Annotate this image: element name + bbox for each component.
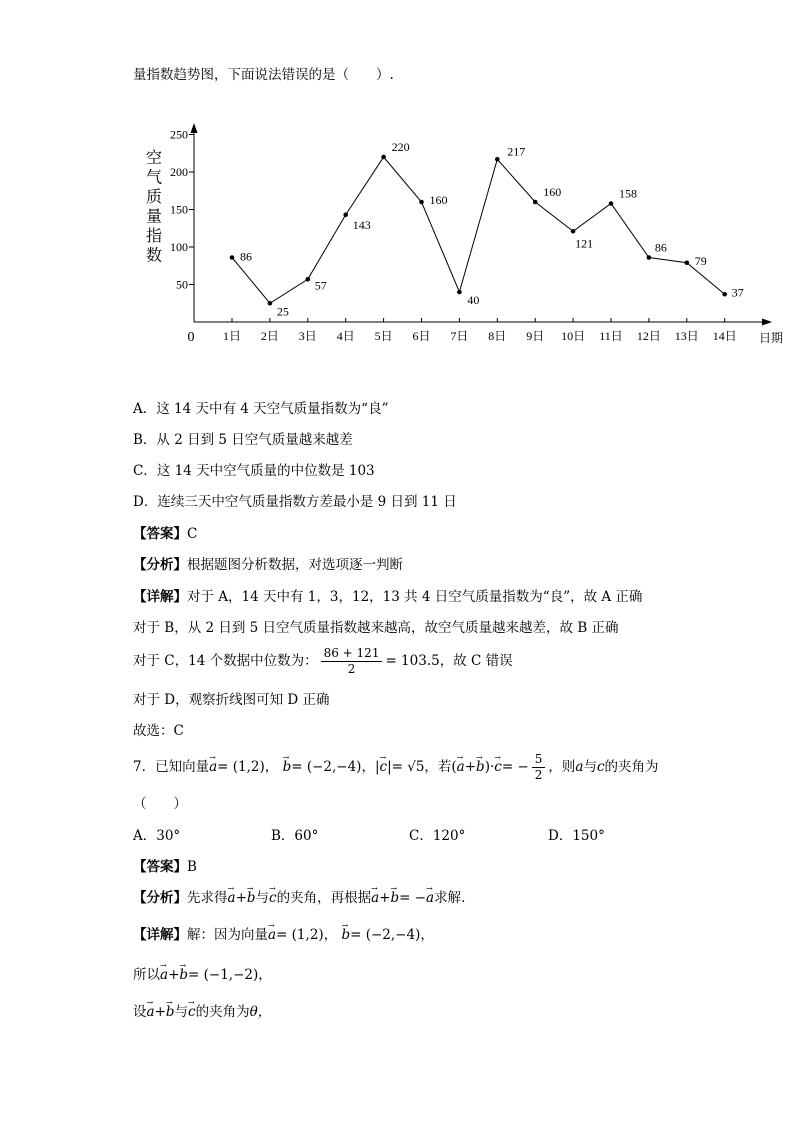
y-axis-title-char: 数 [145,247,163,265]
option-c: C．这 14 天中空气质量的中位数是 103 [133,463,375,479]
data-label: 160 [543,185,562,199]
data-point [457,290,462,295]
vector-b: → b [390,889,399,907]
q7-stem-a: 7．已知向量 [133,759,210,775]
data-label: 86 [654,240,667,255]
y-axis-title-char: 指 [145,228,163,245]
symbol-c: c [596,759,605,775]
detail-text-a: 解：因为向量 [187,927,268,943]
x-tick-label: 4日 [336,329,355,343]
data-label: 121 [575,236,594,251]
data-point [419,200,424,205]
fraction-denominator: 2 [347,662,356,676]
x-tick-label: 6日 [412,329,431,343]
x-tick-label: 5日 [374,329,393,343]
q7-detail-line-3 [133,1003,271,1021]
x-tick-label: 13日 [674,329,699,343]
y-axis-title-char: 量 [145,208,163,226]
fraction-numerator: 5 [532,752,546,768]
data-point [230,255,235,260]
data-point [609,201,614,206]
y-axis-title-char: 空 [145,150,163,167]
detail-line-3 [133,646,513,677]
vector-c: → c [380,758,388,776]
x-tick-label: 7日 [450,329,469,343]
q7-option-a: A．30° [133,828,181,844]
vector-b: → b [179,966,188,984]
vector-a: → a [268,926,276,944]
line3-text-b: 与 [174,1004,189,1020]
data-point [343,212,348,217]
vector-b: → b [247,889,256,907]
y-axis-title-char: 气 [145,169,163,187]
series-points [230,155,727,306]
data-point [685,260,690,265]
plus-sign: + [464,759,477,775]
plus-sign: + [154,1004,166,1020]
q7-answer-line [133,858,197,876]
x-tick-label: 3日 [298,329,317,343]
x-tick-label: 9日 [526,329,545,343]
data-label: 86 [240,249,252,264]
x-tick-label: 11日 [599,329,623,343]
answer-value: B [187,859,197,875]
vector-a: → a [426,889,434,907]
y-tick-label: 50 [176,277,188,292]
data-point [571,229,576,234]
line2-text-b: = (−1,−2)， [188,967,272,983]
analysis-text: 根据题图分析数据，对选项逐一判断 [187,557,403,573]
data-label: 220 [391,140,410,154]
option-d: D．连续三天中空气质量指数方差最小是 9 日到 11 日 [133,494,457,510]
data-point [533,200,538,205]
analysis-text-d: = − [399,890,427,906]
q7-detail-line-1 [133,926,434,944]
x-axis-title: 日期 [758,331,784,345]
q7-detail-line-2 [133,966,272,984]
vector-a: → a [371,889,379,907]
line3-text-c: 的夹角为 [195,1004,250,1020]
q7-option-c: C．120° [409,828,466,844]
q7-stem-g: ，则 [548,759,576,775]
vector-a: → a [209,758,217,776]
vector-a: → a [228,889,236,907]
x-tick-label: 14日 [712,329,737,343]
answer-value: C [187,526,198,542]
y-tick-label: 250 [170,127,188,142]
detail-text-1: 对于 A，14 天中有 1，3，12，13 共 4 日空气质量指数为“良”，故 A 正确 [187,589,643,605]
q7-stem-b: = (1,2)， [217,759,279,775]
vector-b: → b [476,758,485,776]
x-tick-label: 8日 [488,329,507,343]
answer-tag: 【答案】 [133,859,187,875]
y-tick-label: 200 [170,165,188,179]
data-point [647,255,652,260]
answer-tag: 【答案】 [133,526,187,542]
detail-text-b: = (1,2)， [276,927,338,943]
data-label: 160 [429,193,448,207]
median-fraction [321,646,383,677]
data-label: 40 [467,293,480,307]
y-axis-arrow [191,123,198,133]
x-tick-label: 10日 [561,329,586,343]
x-tick-label: 2日 [260,329,279,343]
q7-analysis-line [133,889,465,907]
detail-text-c: = (−2,−4)， [350,927,434,943]
vector-b: → b [283,758,292,776]
data-point [306,277,311,282]
y-axis-label [146,149,162,265]
vector-c: → c [188,1003,196,1021]
y-ticks [170,128,194,292]
plus-sign: + [235,890,247,906]
q7-fraction [532,752,546,783]
data-label: 25 [276,304,289,319]
vector-b: → b [341,926,350,944]
data-point [268,301,273,306]
fraction-denominator: 2 [534,768,543,782]
data-point [495,157,500,162]
plus-sign: + [168,967,180,983]
vector-a: → a [147,1003,155,1021]
option-a: A．这 14 天中有 4 天空气质量指数为“良” [133,401,389,417]
q7-option-d: D．150° [548,828,605,844]
detail-tag: 【详解】 [133,589,187,605]
line3-text-a: 设 [133,1004,147,1020]
theta-symbol: θ， [249,1004,272,1020]
line2-text-a: 所以 [133,967,160,983]
vector-a: → a [160,966,168,984]
analysis-tag: 【分析】 [133,890,187,906]
data-point [381,155,386,160]
y-tick-label: 100 [170,240,188,254]
data-label: 37 [731,285,744,300]
detail-tag: 【详解】 [133,927,187,943]
q7-stem-c: = (−2,−4)，| [291,759,380,775]
vector-c: → c [494,758,502,776]
vector-b: → b [166,1003,175,1021]
y-axis-title-char: 质 [145,189,163,206]
plus-sign: + [379,890,391,906]
q7-stem-d: |= √5，若( [387,759,457,775]
symbol-a: a [575,759,584,775]
q7-stem-i: 的夹角为 [604,759,659,775]
question-intro: 量指数趋势图，下面说法错误的是（ ）. [133,67,394,83]
y-tick-label: 150 [170,202,188,217]
detail-text-3: 对于 C，14 个数据中位数为： [133,653,318,669]
q7-blank: （ ） [133,796,187,812]
detail-line-4: 对于 D，观察折线图可知 D 正确 [133,692,330,708]
data-label: 158 [619,186,637,201]
data-label: 143 [352,217,371,232]
fraction-numerator: 86 + 121 [321,646,383,662]
x-tick-label: 12日 [636,329,661,343]
vector-a: → a [457,758,465,776]
analysis-text-a: 先求得 [187,890,228,906]
data-point [722,292,727,297]
option-b: B．从 2 日到 5 日空气质量越来越差 [133,432,353,448]
detail-line-2: 对于 B，从 2 日到 5 日空气质量指数越来越高，故空气质量越来越差，故 B 正确 [133,620,619,636]
detail-line-1 [133,588,642,606]
data-label: 217 [507,144,526,159]
q7-stem [133,752,659,783]
q7-stem-h: 与 [583,759,597,775]
series-line [232,157,725,303]
analysis-line [133,556,403,574]
data-label: 57 [314,278,327,293]
data-labels [240,140,744,318]
choice-line: 故选：C [133,723,184,739]
vector-c: → c [269,889,277,907]
analysis-text-e: 求解. [434,890,466,906]
q7-stem-e: )· [484,759,495,775]
analysis-text-b: 与 [255,890,270,906]
x-tick-label: 1日 [222,329,242,343]
answer-line [133,525,197,543]
q7-stem-f: = − [501,759,529,775]
origin-label: 0 [187,330,195,345]
series-line-path [232,157,725,303]
q7-option-b: B．60° [271,828,319,844]
analysis-text-c: 的夹角，再根据 [276,890,372,906]
detail-text-3b: = 103.5，故 C 错误 [385,653,513,669]
x-axis-arrow [762,319,772,326]
analysis-tag: 【分析】 [133,557,187,573]
data-label: 79 [694,253,707,268]
